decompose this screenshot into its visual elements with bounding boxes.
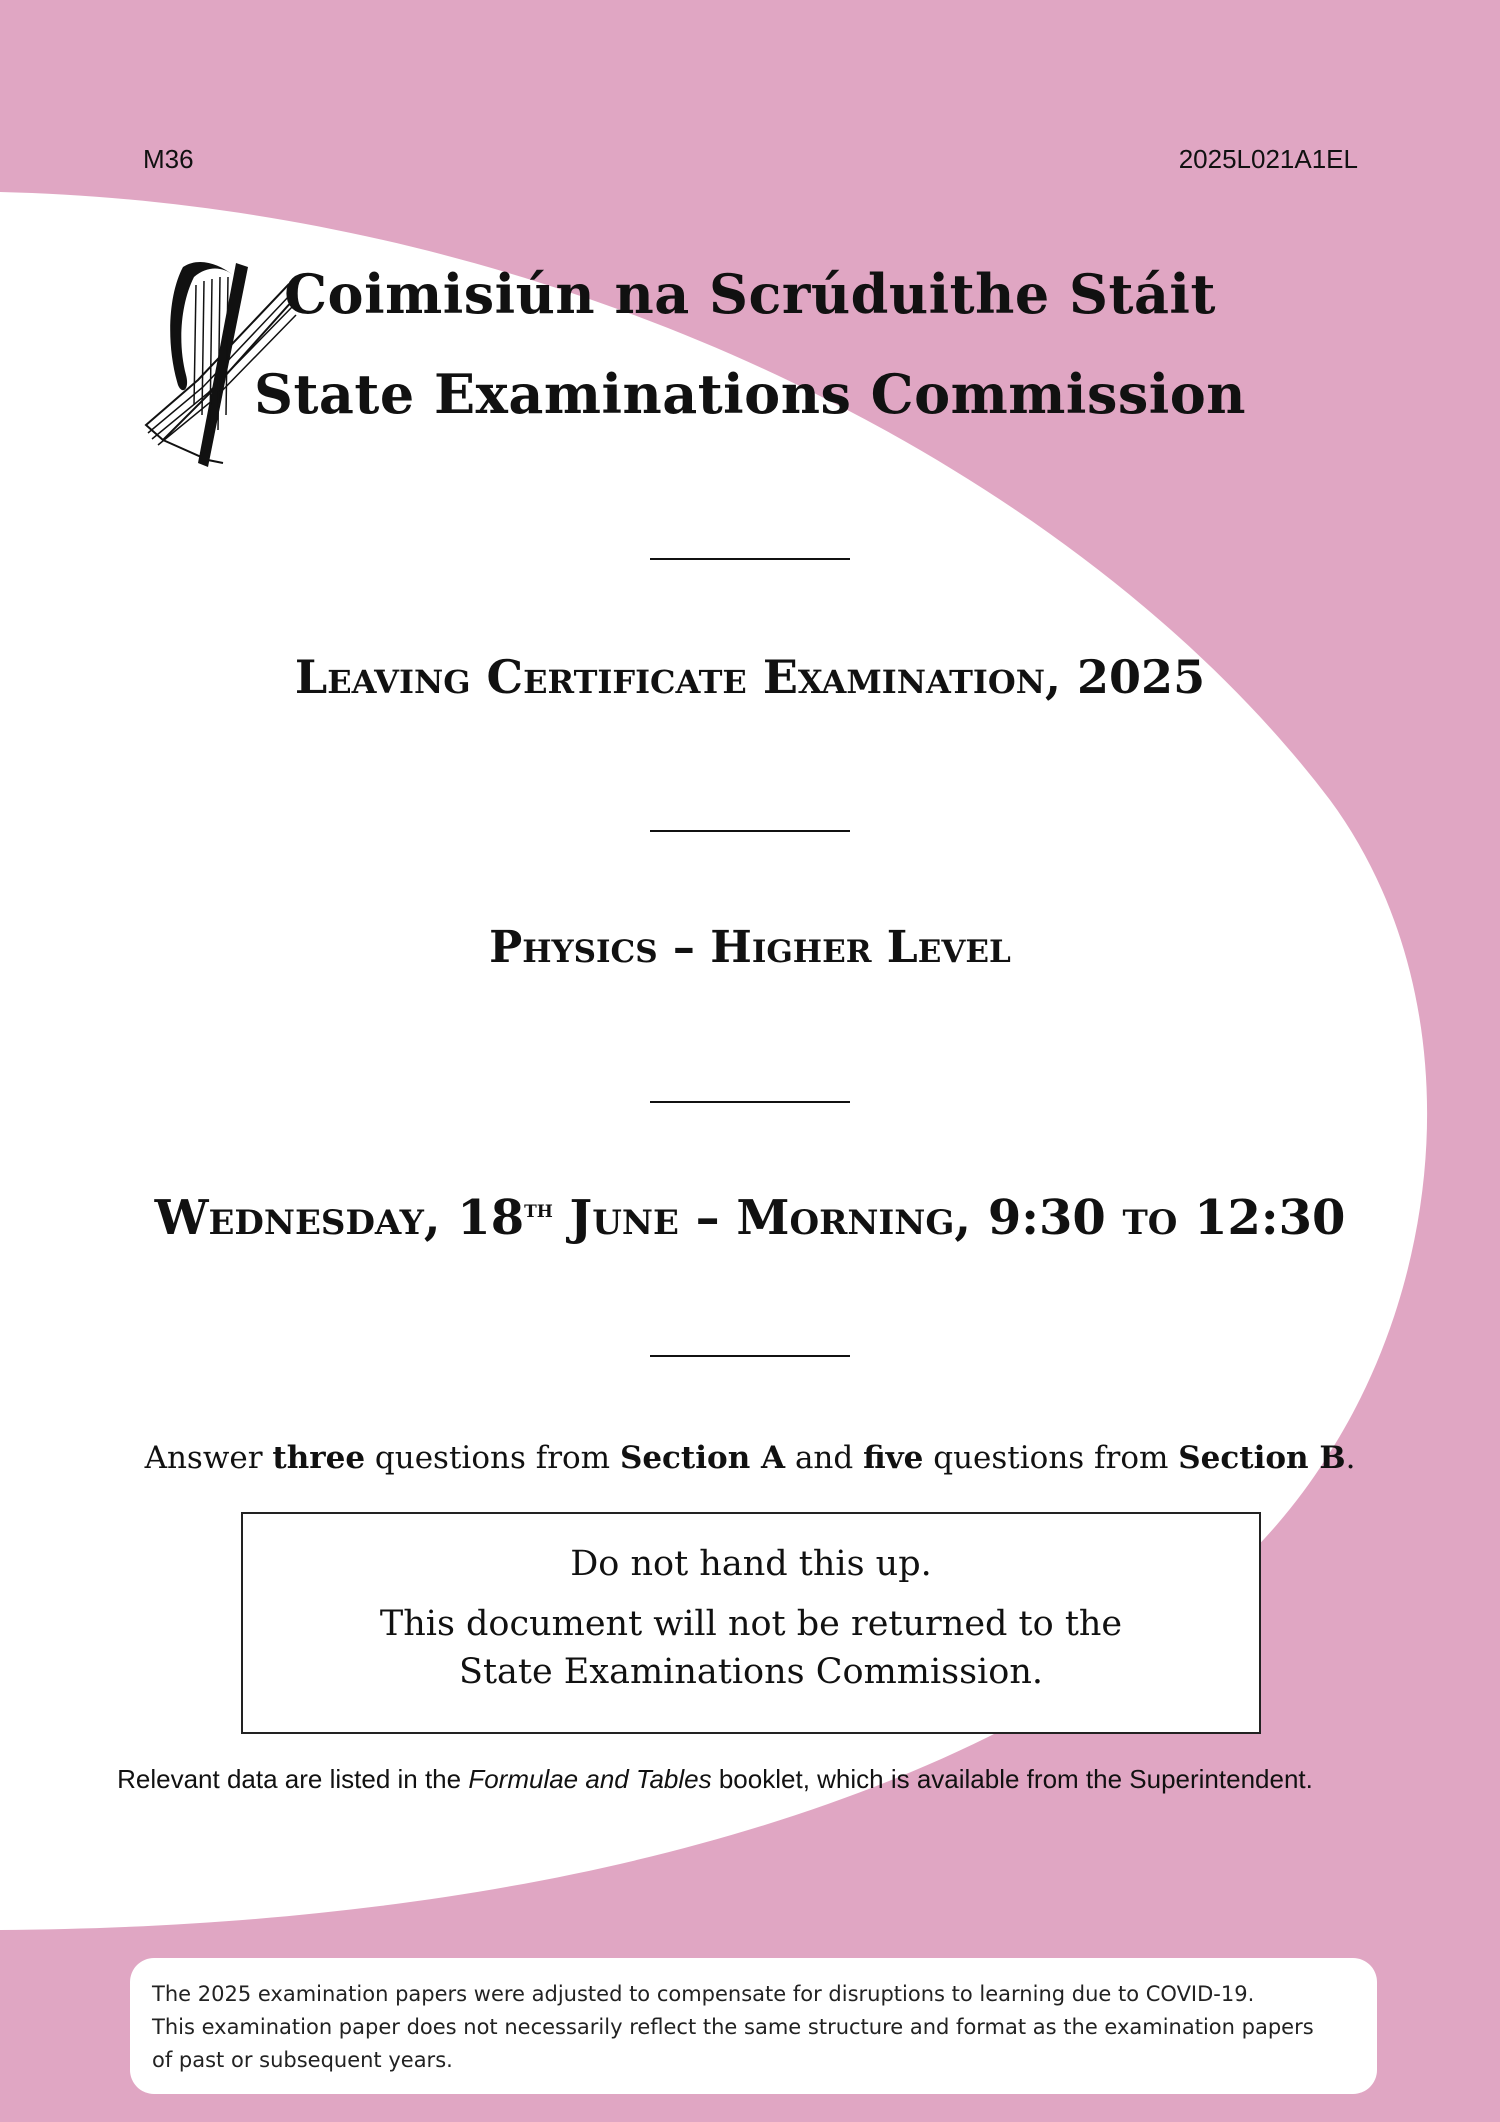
exam-title: Leaving Certificate Examination, 2025 — [294, 650, 1206, 704]
instruction-section-a: Section A — [619, 1440, 786, 1476]
paper-reference: 2025L021A1EL — [1178, 144, 1358, 174]
instruction-text: and — [785, 1440, 864, 1476]
paper-code: M36 — [143, 144, 194, 174]
instruction-count-a: three — [272, 1440, 366, 1476]
commission-name-english: State Examinations Commission — [253, 362, 1247, 426]
date-text-end: June – Morning, 9:30 to 12:30 — [552, 1190, 1346, 1246]
divider-rule — [650, 830, 850, 832]
relevant-data-note — [40, 1764, 1390, 1795]
note-text: Relevant data are listed in the — [117, 1764, 469, 1794]
booklet-title: Formulae and Tables — [468, 1764, 712, 1794]
exam-date-time — [120, 1190, 1380, 1246]
divider-rule — [650, 1101, 850, 1103]
notice-paragraph — [243, 1600, 1259, 1696]
subject-title: Physics – Higher Level — [489, 922, 1011, 973]
instruction-text: Answer — [144, 1440, 273, 1476]
date-ordinal-suffix: th — [524, 1194, 553, 1223]
do-not-hand-up-notice — [241, 1512, 1261, 1734]
footer-line: of past or subsequent years. — [152, 2048, 453, 2072]
notice-line: This document will not be returned to the — [379, 1604, 1123, 1644]
commission-name-irish: Coimisiún na Scrúduithe Stáit — [284, 262, 1216, 326]
instruction-text: questions from — [365, 1440, 620, 1476]
covid-adjustment-notice — [130, 1958, 1377, 2094]
divider-rule — [650, 1355, 850, 1357]
instruction-text: questions from — [923, 1440, 1179, 1476]
notice-line: Do not hand this up. — [570, 1544, 932, 1584]
date-text-start: Wednesday, 18 — [154, 1190, 525, 1246]
instruction-text: . — [1345, 1440, 1356, 1476]
note-text: booklet, which is available from the Superintendent. — [711, 1764, 1313, 1794]
notice-line: State Examinations Commission. — [459, 1652, 1043, 1692]
footer-line: This examination paper does not necessarily reflect the same structure and format as the examination papers — [152, 2015, 1314, 2039]
instruction-section-b: Section B — [1178, 1440, 1346, 1476]
instruction-count-b: five — [863, 1440, 924, 1476]
answer-instructions — [120, 1440, 1380, 1476]
divider-rule — [650, 558, 850, 560]
footer-line: The 2025 examination papers were adjusted to compensate for disruptions to learning due to COVID-19. — [152, 1982, 1255, 2006]
